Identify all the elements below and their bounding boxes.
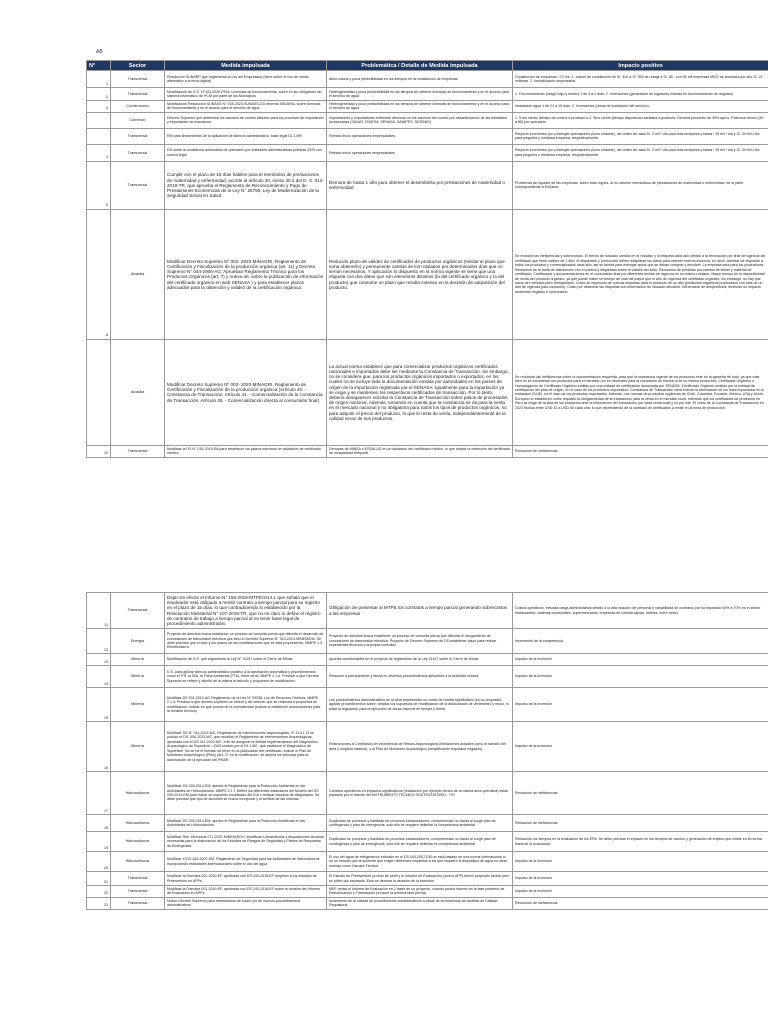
row-sector: Hidrocarburos: [111, 852, 165, 872]
row-medida: Decreto Supremo que determine los accesos de control aflorado para los procesos de importación y exportación de mercancía: [165, 112, 327, 128]
row-sector: Alcaldía: [111, 339, 165, 445]
measures-table-top: [86, 60, 768, 458]
row-medida: Modificar DS 039-2014-EM, aprobó el Reglamento para la Protección Ambiental en las Actividades de Hidrocarburos: [165, 815, 327, 832]
row-impacto: Impulso de la inversión: [513, 688, 768, 722]
row-sector: Minería: [111, 666, 165, 688]
table-row: [87, 161, 768, 209]
row-number: 18: [87, 815, 111, 832]
header-row: [87, 61, 768, 71]
row-impacto: Reducción de ineficiencias: [513, 445, 768, 457]
row-medida: Modificación de D.S. que reglamenta la Ley N° 31107 sobre el Cierre de Minas: [165, 654, 327, 666]
row-medida: Modificación de D.S. N°163-2020-PCM, Licencias de funcionamiento, sobre el uso obligatorio del sistema informático de PCM por parte de los Municipios: [165, 88, 327, 101]
row-sector: Transversal: [111, 872, 165, 886]
row-medida: Modificar el DS 043-2007-EM, Reglamento de Seguridad para las Actividades de Hidrocarburos incorporando estándares internacionales sobre el uso del agua: [165, 852, 327, 872]
row-problematica: Cambios operativos en impactos significativos (realización por ejemplo dentro de la misma área operativa) están pasando por el trámite del INSTRUMENTO TÉCNICO SUSTENTATORIO - ITS: [327, 772, 513, 815]
table-row: [87, 88, 768, 101]
row-sector: Transversal: [111, 445, 165, 457]
row-medida: Cumplir con el plazo de 15 días hábiles para el reembolso de prestaciones de maternidad y enfermedad, acorde al artículo 30, inciso 30.2 del D. S. 012-2019-TR, que aprueba el Reglamento de Reconocimiento y Pago de Prestaciones Económicas de la Ley N° 26790, Ley de Modernización de la Seguridad Social en Salud.: [165, 161, 327, 209]
row-number: 4: [87, 144, 111, 161]
row-problematica: La actual norma establece que para comercializar productos orgánicos certificados nacionales e importados debe ser mediante la Constancia de Transacción, sin embargo, no se considera que, para los productos orgánicos importados o exportados, en los cuales no se incluye toda la documentación emitida por autoridades en los países de origen de la importación registrada por el SENASA. Igualmente para la exportación ya se exige y se mantienen los respectivos certificados de transacción. Por lo tanto, debería desaparecer solicitar la Constancia de Transacción sobre pasos de procesados de origen nacional. Además, tomando en cuenta que la constancia se da para la venta en el mercado nacional y no obligatoria para todos los tipos de productos orgánicos, no para adquirir el precio del producto, lo que le resta de venta, independientemente de la calidad veraz de sus productos.: [327, 339, 513, 445]
row-impacto: Problemas de liquidez de las empresas, sobre todo mypes, al no obtener reembolsos de prestaciones de maternidad o enfermedad; de la parte correspondiente a EsSalud.: [513, 161, 768, 209]
row-number: 17: [87, 772, 111, 815]
row-number: [87, 128, 111, 144]
row-impacto: Impulso de la inversión: [513, 852, 768, 872]
table-row: [87, 629, 768, 654]
row-sector: Minería: [111, 722, 165, 772]
table-row: [87, 897, 768, 909]
row-medida: Modificar DS 039-2014-EM, aprobó el Reglamento para la Protección Ambiental en las Actividades de Hidrocarburos. MMPE 2.1 f. Definir los diferentes estándares del Modelo del DS 039-2014-EM para incluir un supuesto modificado del EIA o realizar estudios de diagnóstico. Se debe precisar que tipo de acciones se busca incorporar y el sentido de las mismas.: [165, 772, 327, 815]
row-sector: Minería: [111, 654, 165, 666]
row-problematica: MEF revisa el Informe de Evaluación en 2 fases de un proyecto, cuando podría hacerlo en la fase posterior de Estructuración y Transacción (a hacer la primera fase previa): [327, 886, 513, 898]
row-impacto: Constitución de empresas <72 hrs. 1. costos de constitución de S/. 400 a S/. 500 se rebaje a S/. 80 ; con 50 mil empresas MiCE se ahorraría por año S/. 21 millones. 2. formalización empresarial.: [513, 71, 768, 88]
row-sector: Hidrocarburos: [111, 815, 165, 832]
header-medida: Medida impulsada: [165, 61, 327, 71]
row-number: 6: [87, 209, 111, 339]
row-impacto: 1. 5 hrs ciento (tiempo de control a producto a 2. 5hrs ciento (tiempo disposición sanitaria a producto. Demora promedio de 30% aprox. Potencial ahorro (60 a 80) por operación.: [513, 112, 768, 128]
row-medida: Modificar la Directiva 001-2019-EF, aprobada con DS 240-2018-EF respecto a los estudios de Preinversión en APPs: [165, 872, 327, 886]
row-number: [87, 112, 111, 128]
row-problematica: Reducido plazo de validez de certificados de productos orgánicos (similar al plazo que toma obtenerlo) y permanente cambio de los rotulados por determinados días que no serían necesarios. Y aplicación lo dispuesto en la norma vigente se tiene que una etiqueta con dos datos que son elementos distintos (la del certificado orgánico y la del producto) que consume un plazo que resulta extenso en la decisión de adquisición del producto.: [327, 209, 513, 339]
row-medida: Modificar la Directiva 001-2019-EF, aprobada con DS 240-2018-EF sobre la revisión del Informe de Evaluación en APPs: [165, 886, 327, 898]
row-medida: RM para lineamientos de la aplicación de silencio administrativo, base legal DL 1499: [165, 128, 327, 144]
row-problematica: Demora de hasta 1 año para obtener el desembolso por prestaciones de maternidad o enfermedad: [327, 161, 513, 209]
table-row: [87, 445, 768, 457]
row-number: 13: [87, 654, 111, 666]
row-problematica: Retraso inicio operaciones empresariales: [327, 128, 513, 144]
row-impacto: Reducción los tiempos en la evaluación de los ERe. Se debe precisar el impacto en los tiempos de cambio y generación de empleo que existe en la norma lineal de la evaluación.: [513, 832, 768, 852]
row-number: 21: [87, 872, 111, 886]
row-medida: DS sobre la constancia automática de operación por entidades administrativas públicas 2023 con rudeza legal: [165, 144, 327, 161]
table-row: [87, 872, 768, 886]
table-row: [87, 886, 768, 898]
table-row: [87, 71, 768, 88]
row-number: 1: [87, 71, 111, 88]
row-medida: Modificar Decreto Supremo Nº 002- 2020-MINAGRI, Reglamento de Certificación y Fiscalización de la producción orgánica (Artículo 40. - Constancia de Transacción, Artículo 41. - Comercialización de la Constancia de Transacción, Artículo 45. - Comercialización directa al consumidor final): [165, 339, 327, 445]
row-impacto: Reducción de ineficiencias: [513, 772, 768, 815]
row-impacto: Reducción de ineficiencias: [513, 815, 768, 832]
row-problematica: Proyecto de directiva busca establecer un proceso de consulta previa que dificulta el otorgamiento de concesiones de transmisión eléctrica. Proyecto de Decreto Supremo de DS establecer plazo para revisar expedientes técnicos y la propia consulta): [327, 629, 513, 654]
row-problematica: Duplicidad de procesos y fiabilidad de procesos sancionadores, competencias no claras al surgir plan de contingencia y plan de emergencia, solo ello se requiere delimitar la competencia ambiental: [327, 815, 513, 832]
table-row: [87, 688, 768, 722]
row-medida: Nuevo Decreto Supremo para mecanismos de fusión y/o de nuevos procedimientos administrativos: [165, 897, 327, 909]
row-number: 5: [87, 161, 111, 209]
row-sector: Transversal: [111, 71, 165, 88]
row-number: 3: [87, 101, 111, 113]
row-number: 2: [87, 88, 111, 101]
row-problematica: Importadores y exportadores enfrentan demoras en los accesos del control por desarticulación de las entidades involucradas (SUNAT, DIGESA, SENASA, SANIPES, DIGEMID): [327, 112, 513, 128]
row-medida: Resolución SUNARP que reglamenta la Ley del Empresario (tiene sobre el uso de medio alternativo a la firma digital): [165, 71, 327, 88]
row-number: 11: [87, 593, 111, 629]
measures-table-bottom: [86, 592, 768, 910]
table-row: [87, 722, 768, 772]
row-medida: Dejar sin efecto el Informe N° 159-2019-MTPE/2/14.1 que señala que el empleador está obligado a remitir contrato a tiempo parcial para su registro en el plazo de 15 días, lo que contradiciendo lo establecido por la Resolución Ministerial N° 107-2019-TR, que no es claro ni define el registro de contratos de trabajo a tiempo parcial al no tener base legal de procedimiento administrativo.: [165, 593, 327, 629]
row-number: 22: [87, 886, 111, 898]
row-problematica: Heterogeneidad y poca predictibilidad en los tiempos de obtener licencias de funcionamiento y en el acceso para el servicio de agua: [327, 101, 513, 113]
header-problematica: Problemática / Detalle de Medida impulsada: [327, 61, 513, 71]
row-impacto: Incremento de la competencia: [513, 629, 768, 654]
table-row: [87, 339, 768, 445]
table-row: [87, 209, 768, 339]
row-impacto: Se reducirá las ineficiencias y sobrecostos. El trecho de rotulado cambia en el rotulado y la etiqueta cada año debido a la renovación por final de vigencia del certificado que tiene validez de 1 año; el etiquetado y producción deben adaptarse los datos para obtener nuevos insumos, en decir, cambiar de etiquetas a todos los productos y comercializados cada año; así se brinda para entregar aptos que se deban comprar y envolver. La empresa será para los productores. Reducción de la tarifa de distribución con el control y etiquetado sobre la validez del sello. Reducción de pérdidas por cambio de fichas y material de certificado. Certificados y documentaciones en el consumidor final por diferentes fechas de vigencia en su mismo rotulado. Mayor tiempo en la disponibilidad de venta del producto orgánico, ya que puede haber un tiempo de vida útil mayor que el año de vigencia del certificado orgánico; sin embargo, no hay que sacar del mercado pero reetiquetarlo. Costo de impresión de nuevas etiquetas para el producto de un año (productos orgánicos procesados con más de un año de vigencia para consumo). Costo por desechar las etiquetas con información de rotulado obsoleta. Generación de desperdicios, teniendo un impacto ambiental negativo e innecesario.: [513, 209, 768, 339]
row-medida: Modificar DS N° 011-2022-MC, Reglamento de intervenciones arqueológicas. El 11.01.13 se publicó el DS. 006-2023-MC, que modificó el Reglamento de Intervenciones Arqueológicas, aprobado con el DS 011-2022-MC, a fin de asegurar la debida implementación del Diagnóstico Arqueológico de Superficie – DAS creado por el DL 1467, que establece el Diagnóstico de Superficie. No se ha el formato de tener en la publicación del certificado. Indicar el Plan de Monitoreo Arqueológico (PMA) (Art. 27 en la modificación, se amplía los artículos para la autorización de la ejecución del PMAR.: [165, 722, 327, 772]
row-sector: Transversal: [111, 161, 165, 209]
row-sector: Minería: [111, 688, 165, 722]
row-medida: D.S. para aplicar silencio administrativo positivo a la aprobación automática y procedimientos como el ITS. la DIA, la Ficha Ambiental (FTA), entre otros. MMPE 2.1 a. Precisar a qué Decreto Supremo se refiere y diseño de la misma el artículo y propuesta de modificación.: [165, 666, 327, 688]
row-medida: Modificar Decreto Supremo Nº 002- 2020-MINAGRI, Reglamento de Certificación y Fiscalización de la producción orgánica (art. 11) y Decreto Supremo N° 044-2006-AG, Aprueban Reglamento Técnico para los Productos Orgánicos (art. 7) y nueva art. sobre la publicación de información del certificado orgánico en web SENASA ) y para establecer plazos adecuados para la obtención y validez de la certificación orgánica.: [165, 209, 327, 339]
row-number: 12: [87, 629, 111, 654]
table-row: [87, 666, 768, 688]
row-medida: Modificación Resolución SUNASS N° 018-2023-SUNASS-CD reforma SEDAPAL sobre licencias de funcionamiento y en el acceso para el servicio de agua: [165, 101, 327, 113]
row-sector: Transversal: [111, 88, 165, 101]
table-row: [87, 852, 768, 872]
row-problematica: Duplicidad de procesos y fiabilidad de procesos sancionadores, competencias no claras al surgir plan de contingencia y plan de emergencia, solo ello se requiere delimitar la competencia ambiental: [327, 832, 513, 852]
row-problematica: El uso del agua de refrigeración indicado en el DS 043-2007-EM no está basado en una norma internacional ni en un estudio que la sustente que exigen diferentes requisitos a los que requiere el dispositivo de agua en otras normas como Cámara Técnica: [327, 852, 513, 872]
row-problematica: Los procedimientos administrativos de la ANA representan un cuello de botella significativo (en su propósito) agilizar procedimientos sobre: ampliar los supuestos de modificación de la autorización de vertimiento y reúso, si estar la regulación para la ejecución de obras mineras en tiempo y forma: [327, 688, 513, 722]
row-impacto: Reducción de ineficiencias: [513, 897, 768, 909]
row-impacto: Se reducirán las ineficiencias sobre la documentación requerida, para que la constancia vigente de los productos esté en la garantía de todo, ya que más bien no se consideran los productos para el mercado (no es necesario para la circulación de bienes ni de un mismo productor). Certificado Orgánico o Homologación de Certificado Orgánico emitido por una entidad de certificación autorizada por SENASA. Certificado Orgánico emitido por la entidad de certificación del país de origen, en el caso de los productos importados. Constancia de Transacción debe indicar la información de los lotes importados en el embarque (DUE), en el caso de los productos importados. Además, Las normas de productos orgánicos de Chile, Colombia, Ecuador, México, USA y Unión Europea no establecen como requisito la obligatoriedad de la transacción para la venta en el mercado local, mientras que los certificados de productos en Perú se exige de la lista de los productos ante la información del transacción por cada venta local y no por lote. El costo de la Constancia de Transacción en 2023 fluctúa entre USD 32 a USD 50 cada una, lo que dependiendo de la cantidad de certificados a emitir en la línea de producción.: [513, 339, 768, 445]
row-number: 15: [87, 688, 111, 722]
table-row: [87, 772, 768, 815]
row-sector: Transversal: [111, 886, 165, 898]
header-number: N°: [87, 61, 111, 71]
row-impacto: Perjuicio económico por postergar operaciones (lucro cesante), del orden de: tasa S/. 2 mil / día para microempresa y hasta / 15 mil / día y S/. 34 mil / día para pequeña y mediana empresa, respectivamente.: [513, 144, 768, 161]
row-sector: Hidrocarburos: [111, 832, 165, 852]
row-sector: Transversal: [111, 593, 165, 629]
row-medida: Proyecto de directiva busca establecer un proceso de consulta previa que dificulta el desarrollo de concesiones de transmisión eléctrica que sea un Decreto Supremo N° 010-2023-MINEM/DM. Se debe precisar que el todo y los plazos de las modificaciones que se está proponiendo. MMPE 1.3 Electricidad a.: [165, 629, 327, 654]
row-impacto: Perjuicio económico por postergar operaciones (lucro cesante), del orden de: tasa S/. 2 mil / día para microempresa y hasta / 15 mil / día y S/. 34 mil / día para pequeña y mediana empresa, respectivamente.: [513, 128, 768, 144]
row-number: 20: [87, 852, 111, 872]
row-sector: Construcción: [111, 101, 165, 113]
row-number: 14: [87, 666, 111, 688]
row-problematica: Altos costos y poca predictibilidad en los tiempos en la constitución de empresas: [327, 71, 513, 88]
row-number: 19: [87, 832, 111, 852]
row-sector: Energía: [111, 629, 165, 654]
table-row: [87, 593, 768, 629]
header-sector: Sector: [111, 61, 165, 71]
row-problematica: Incremento de la calidad de procedimiento administrativos a pesar de la existencia del análisis de Calidad Regulatoria: [327, 897, 513, 909]
table-row: [87, 832, 768, 852]
table-row: [87, 112, 768, 128]
row-problematica: El Estudio de Preinversión (a nivel de perfil y el Informe de Evaluación) (nuevo APP) tienen propósito similar pero se piden por separado. Esto se demora la decisión de la inversión: [327, 872, 513, 886]
table-row: [87, 144, 768, 161]
table-row: [87, 654, 768, 666]
table-row: [87, 815, 768, 832]
row-impacto: Impulso de la inversión: [513, 872, 768, 886]
row-problematica: Reacción a precisamente y tardía en diversos procedimientos aplicables a la actividad minera: [327, 666, 513, 688]
row-problematica: Demoras de MINSA o ESSALUD en la validación del certificado médico, lo que impide la obtención del certificado de incapacidad temporal.: [327, 445, 513, 457]
row-number: 23: [87, 897, 111, 909]
row-impacto: 1. Funcionamiento (riesgo bajo y medio) 1 de 4 a 2 días. 2. Inversiones (generación de ingresos) entrada en funcionamiento de negocios.: [513, 88, 768, 101]
row-problematica: Aportes cuestionables en el proyecto de reglamento de la Ley 31107 sobre el Cierre de Minas: [327, 654, 513, 666]
row-medida: Modificar DS 001-2010-AG Reglamento de la Ley N° 29338, Ley de Recursos Hídricos. MMPE 2.1 d. Precisar a qué decreto supremo se refiere y del artículo que se realizará a propuesta de modificación. Indicar en qué puntos de la normatividad (Indicar si establecer autorizaciones para la revisión técnica): [165, 688, 327, 722]
row-problematica: Heterogeneidad y poca predictibilidad en los tiempos de obtener licencias de funcionamiento y en el acceso para el servicio de agua: [327, 88, 513, 101]
row-problematica: Retraso inicio operaciones empresariales: [327, 144, 513, 161]
row-problematica: Obligación de presentar al MTPE los contratos a tiempo parcial generando sobrecostos a las empresas: [327, 593, 513, 629]
row-number: [87, 339, 111, 445]
row-impacto: Instalación agua 1 de 21 a 15 días. 2. Inversiones (obras de instalación del servicio).: [513, 101, 768, 113]
row-impacto: Impulso de la inversión: [513, 886, 768, 898]
row-sector: Transversal: [111, 144, 165, 161]
row-impacto: Costos operativos, elevada carga administrativa debido a la alta rotación del personal y variabilidad de contratos (se ha reportado 40% a 70% en el sector restaurantes, cadenas comerciales, supermercados, empresas de comida rápida, hoteles, entre otros).: [513, 593, 768, 629]
row-medida: Modificar Res. Directoral 071-2022-MINEM/DGH, Modifican Lineamientos y disposiciones técnicas necesarias para la elaboración de los Estudios de Riesgos de Seguridad y Planes de Respuesta de Emergencia: [165, 832, 327, 852]
row-number: 10: [87, 445, 111, 457]
header-impacto: Impacto positivo: [513, 61, 768, 71]
row-sector: Comercio: [111, 112, 165, 128]
row-sector: Hidrocarburos: [111, 772, 165, 815]
row-problematica: Restricciones al Certificado de Inexistencia de Restos Arqueológicos (limitaciones actuales como el tamaño del área y longitud máxima), y al Plan de Monitoreo Arqueológico (simplificando requisitos negados): [327, 722, 513, 772]
table-row: [87, 101, 768, 113]
row-medida: Modificar la DS N° 016-2019-SA para establecer los plazos máximos de validación de certificado médico: [165, 445, 327, 457]
row-impacto: Impulso de la inversión: [513, 722, 768, 772]
row-number: 16: [87, 722, 111, 772]
page-label: AB: [96, 49, 103, 55]
table-row: [87, 128, 768, 144]
row-sector: Transversal: [111, 897, 165, 909]
row-sector: Alcaldía: [111, 209, 165, 339]
row-impacto: Impulso de la inversión: [513, 654, 768, 666]
row-sector: Transversal: [111, 128, 165, 144]
row-impacto: Impulso de la inversión: [513, 666, 768, 688]
